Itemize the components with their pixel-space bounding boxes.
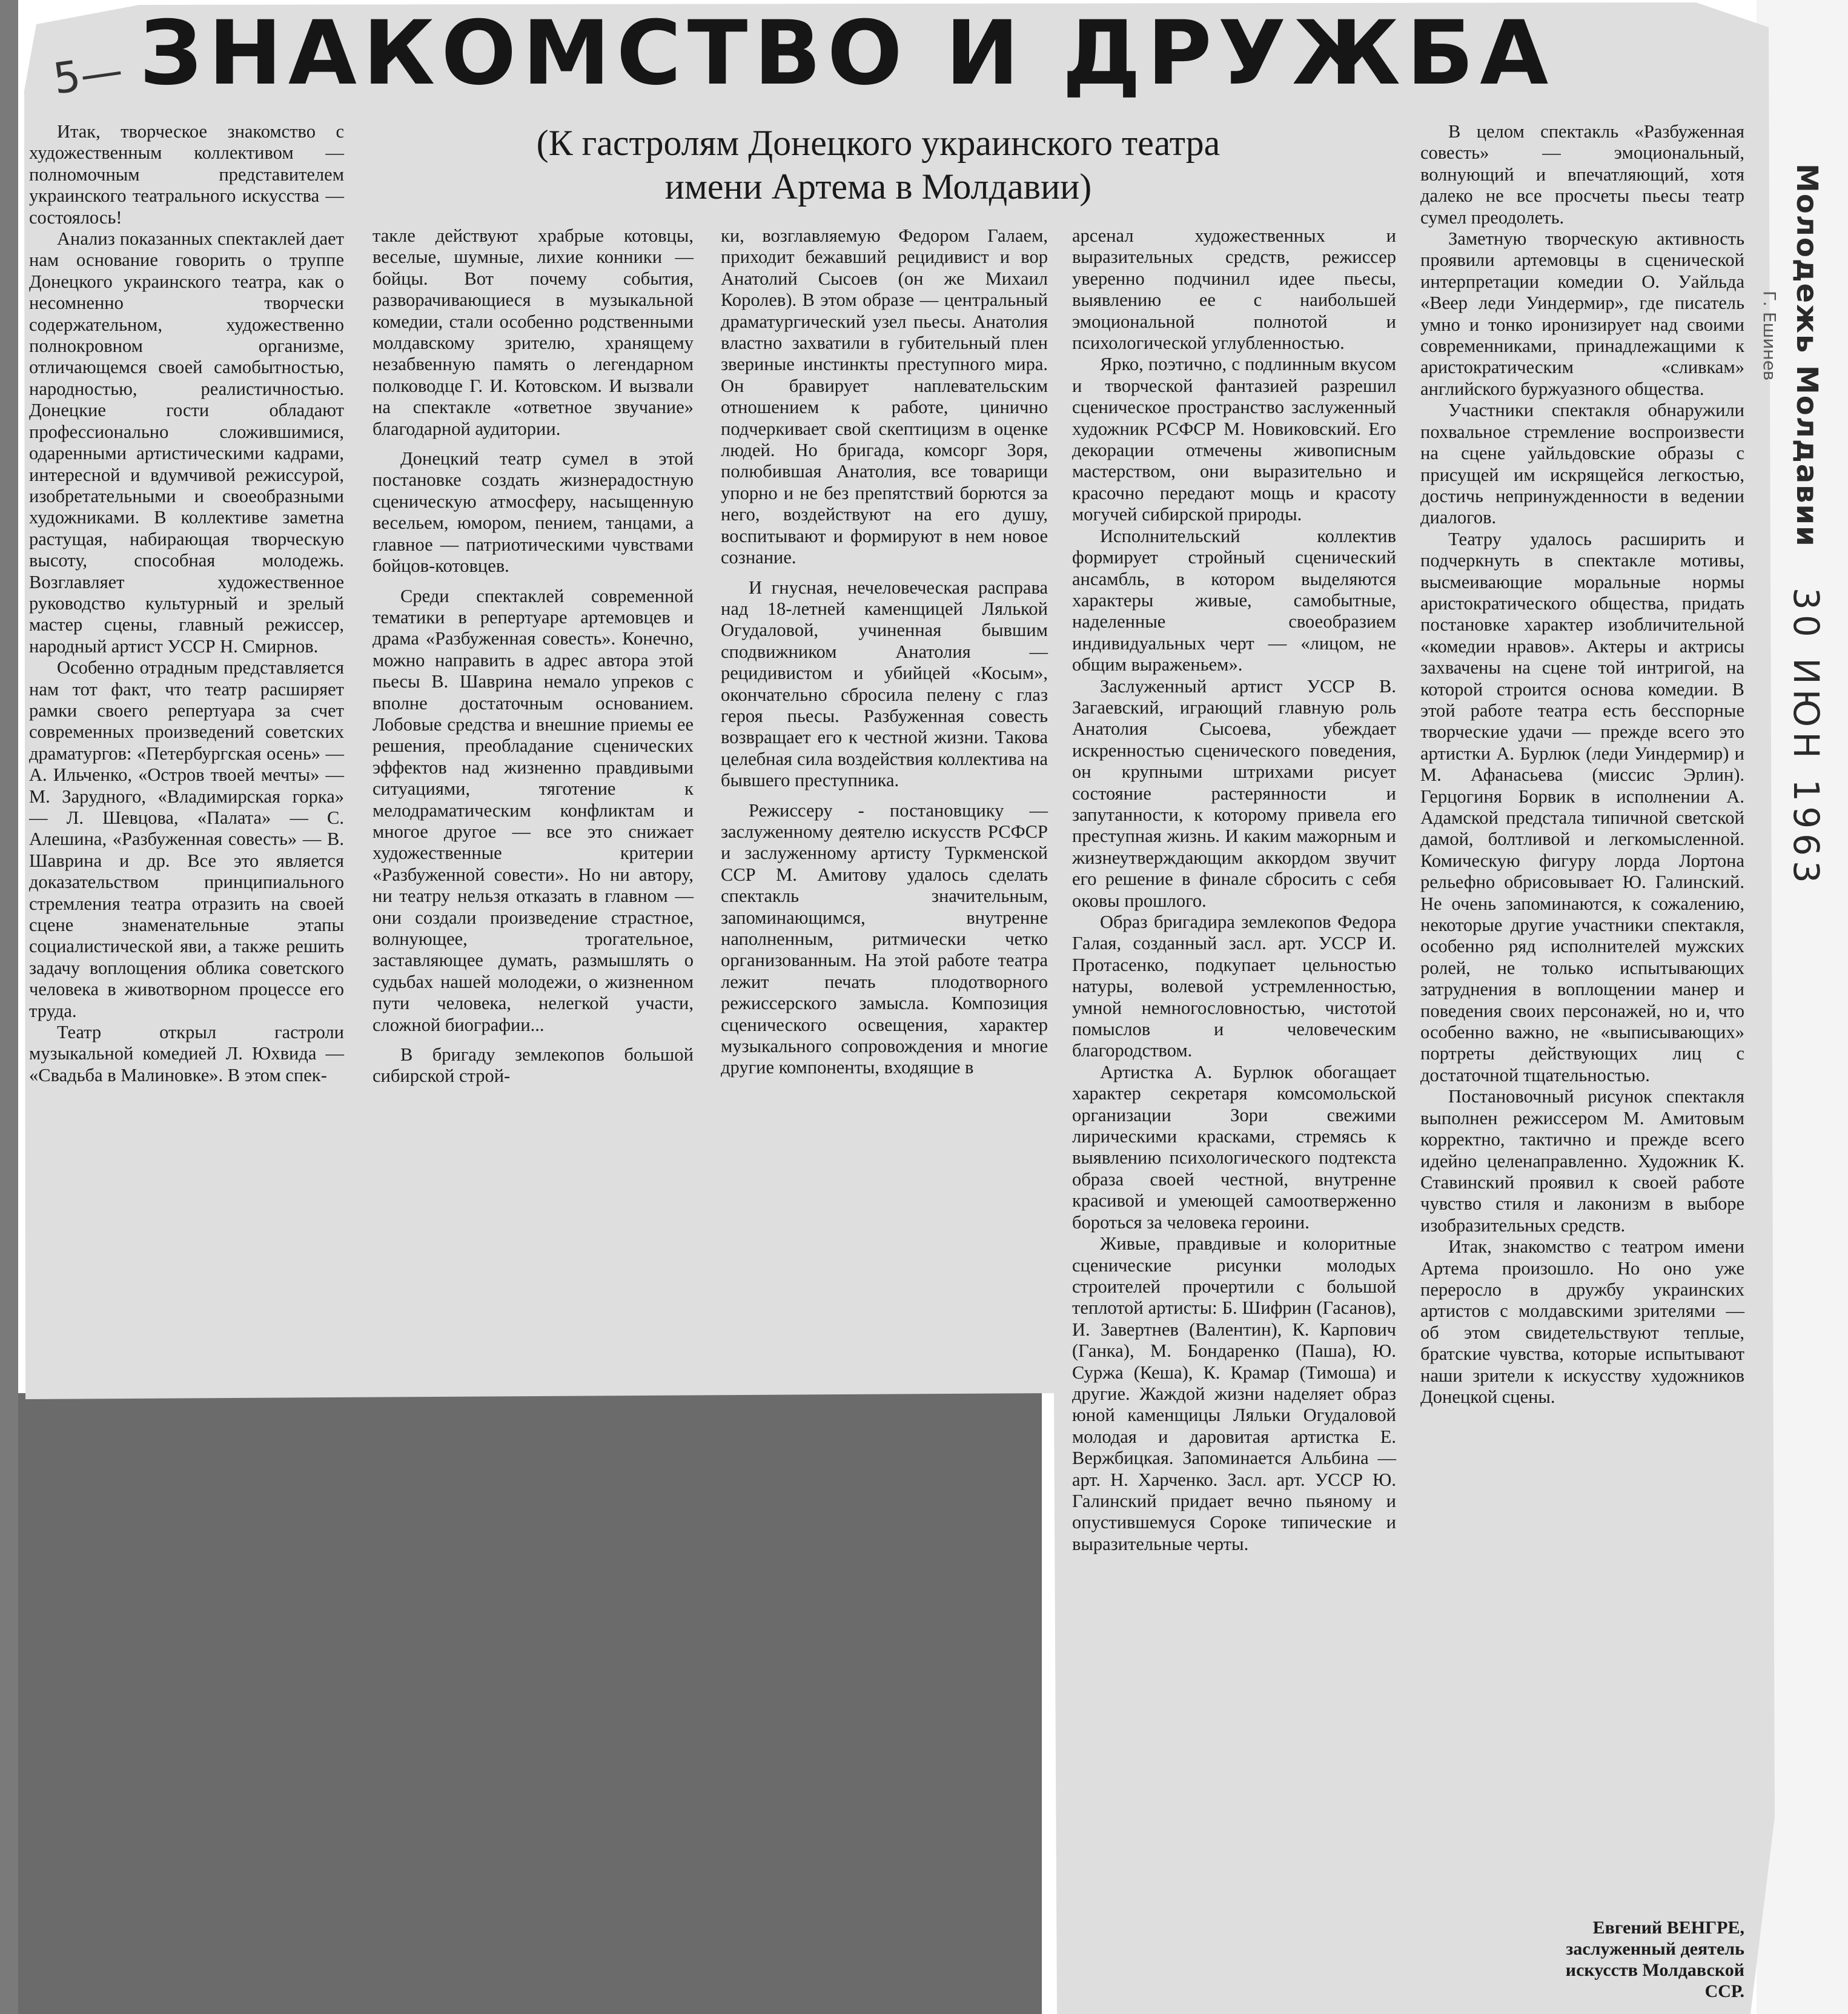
- paragraph: арсенал художественных и выразительных средств, режиссер уверенно подчинил идее пьесы, выявлению ее с наибольшей эмоциональной полнотой и психологической углубленностью.: [1072, 225, 1396, 354]
- pencil-mark: 5—: [50, 45, 126, 104]
- paragraph: И гнусная, нечеловеческая расправа над 18-летней каменщицей Лялькой Огудаловой, учиненная бывшим сподвижником Анатолия — рецидивистом и убийцей «Косым», окончательно сбросила пелену с глаз героя пьесы. Разбуженная совесть возвращает его к честной жизни. Такова целебная сила воздействия коллектива на бывшего преступника.: [721, 577, 1048, 791]
- author-name: Евгений ВЕНГРЕ,: [1592, 1918, 1744, 1938]
- subtitle-line-1: (К гастролям Донецкого украинского театра: [536, 123, 1220, 163]
- paragraph: В бригаду землекопов большой сибирской строй-: [373, 1044, 694, 1087]
- author-title-line: заслуженный деятель: [1566, 1939, 1744, 1959]
- source-stamp: Молодежь Молдавии: [1790, 164, 1824, 548]
- article-column-3: [721, 225, 1048, 1079]
- handwritten-note: Г. Ешинев: [1760, 291, 1780, 381]
- paragraph: Заслуженный артист УССР В. Загаевский, играющий главную роль Анатолия Сысоева, убеждает искренностью сценического поведения, он крупными штрихами рисует состояние растерянности и запутанности, к которому привела его преступная жизнь. И каким мажорным и жизнеутверждающим аккордом звучит его решение в финале сбросить с себя оковы прошлого.: [1072, 675, 1396, 911]
- paragraph: В целом спектакль «Разбуженная совесть» — эмоциональный, волнующий и впечатляющий, хотя далеко не все просчеты пьесы театр сумел преодолеть.: [1420, 121, 1744, 228]
- paragraph: Артистка А. Бурлюк обогащает характер секретаря комсомольской организации Зори свежими лирическими красками, стремясь к выявлению психологического подтекста образа своей честной, внутренне красивой и умеющей самоотверженно бороться за человека героини.: [1072, 1061, 1396, 1233]
- paragraph: Образ бригадира землекопов Федора Галая, созданный засл. арт. УССР И. Протасенко, подкупает цельностью натуры, волевой устремленностью, умной немногословностью, чистотой помыслов и человеческим благородством.: [1072, 912, 1396, 1061]
- paragraph: Постановочный рисунок спектакля выполнен режиссером М. Амитовым корректно, тактично и прежде всего идейно целенаправленно. Художник К. Ставинский проявил к своей работе чувство стиля и лаконизм в выборе изобразительных средств.: [1420, 1086, 1744, 1236]
- paragraph: ки, возглавляемую Федором Галаем, приходит бежавший рецидивист и вор Анатолий Сысоев (он же Михаил Королев). В этом образе — центральный драматургический узел пьесы. Анатолия властно захватили в губительный плен звериные инстинкты преступного мира. Он бравирует наплевательским отношением к работе, цинично подчеркивает свой скептицизм в оценке людей. Но бригада, комсорг Зоря, полюбившая Анатолия, все товарищи упорно и не без препятствий борются за него, воздействуют на его душу, воспитывают и формируют в нем новое сознание.: [721, 225, 1048, 568]
- article-column-4: [1072, 225, 1396, 1555]
- paragraph: Итак, знакомство с театром имени Артема произошло. Но оно уже переросло в дружбу украинских артистов с молдавскими зрителями — об этом свидетельствуют теплые, братские чувства, которые испытывают наши зрители к искусству художников Донецкой сцены.: [1420, 1236, 1744, 1407]
- backing-board-edge: [0, 0, 18, 2014]
- author-signature: [1466, 1917, 1744, 2002]
- paragraph: Театру удалось расширить и подчеркнуть в спектакле мотивы, высмеивающие моральные нормы аристократического общества, придать постановке характер изобличительной «комедии нравов». Актеры и актрисы захвачены на сцене той интригой, на которой строится основа комедии. В этой работе театра есть бесспорные творческие удачи — прежде всего это артистки А. Бурлюк (леди Уиндермир) и М. Афанасьева (миссис Эрлин). Герцогиня Борвик в исполнении А. Адамской предстала типичной светской дамой, болтливой и легкомысленной. Комическую фигуру лорда Лортона рельефно обрисовывает Ю. Галинский. Не очень запоминаются, к сожалению, некоторые другие участники спектакля, особенно ряд исполнителей мужских ролей, не только испытывающих затруднения в воплощении манер и поведения своих персонажей, но и, что особенно важно, не «выписывающих» портреты действующих лиц с достаточной тщательностью.: [1420, 528, 1744, 1085]
- subtitle-line-2: имени Артема в Молдавии): [664, 167, 1092, 207]
- article-column-1: [29, 121, 344, 1086]
- paragraph: Режиссеру - постановщику — заслуженному деятелю искусств РСФСР и заслуженному артисту Туркменской ССР М. Амитову удалось сделать спектакль значительным, запоминающимся, внутренне наполненным, ритмически четко организованным. На этой работе театра лежит печать плодотворного режиссерского замысла. Композиция сценического освещения, характер музыкального сопровождения и многие другие компоненты, входящие в: [721, 800, 1048, 1078]
- article-column-2: [373, 225, 694, 1087]
- backing-board: [0, 1393, 1042, 2014]
- paragraph: Театр открыл гастроли музыкальной комедией Л. Юхвида — «Свадьба в Малиновке». В этом спек-: [29, 1022, 344, 1085]
- paragraph: Исполнительский коллектив формирует стройный сценический ансамбль, в котором выделяются характеры живые, самобытные, наделенные своеобразием индивидуальных черт — «лицом, не общим выраженьем».: [1072, 525, 1396, 675]
- paragraph: Итак, творческое знакомство с художественным коллективом — полномочным представителем украинского театрального искусства — состоялось!: [29, 121, 344, 228]
- paragraph: Заметную творческую активность проявили артемовцы в сценической интерпретации комедии О. Уайльда «Веер леди Уиндермир», где писатель умно и тонко иронизирует над своими современниками, принадлежащими к аристократическим «сливкам» английского буржуазного общества.: [1420, 228, 1744, 399]
- paragraph: такле действуют храбрые котовцы, веселые, шумные, лихие конники — бойцы. Вот почему события, разворачивающиеся в музыкальной комедии, стали особенно родственными молдавскому зрителю, хранящему незабвенную память о легендарном полководце Г. И. Котовском. И вызвали на спектакле «ответное звучание» благодарной аудитории.: [373, 225, 694, 439]
- author-title-line: искусств Молдавской: [1565, 1960, 1744, 1980]
- paragraph: Ярко, поэтично, с подлинным вкусом и творческой фантазией разрешил сценическое пространство заслуженный художник РСФСР М. Новиковский. Его декорации отмечены живописным мастерством, они выразительно и красочно передают мощь и красоту могучей сибирской природы.: [1072, 354, 1396, 525]
- paragraph: Особенно отрадным представляется нам тот факт, что театр расширяет рамки своего репертуара за счет современных произведений советских драматургов: «Петербургская осень» — А. Ильченко, «Остров твоей мечты» — М. Зарудного, «Владимирская горка» — Л. Шевцова, «Палата» — С. Алешина, «Разбуженная совесть» — В. Шаврина и др. Все это является доказательством принципиального стремления театра отразить на своей сцене знаменательные этапы социалистической яви, а также решить задачу воплощения облика советского человека в животворном процессе его труда.: [29, 657, 344, 1021]
- headline: ЗНАКОМСТВО И ДРУЖБА: [139, 2, 1555, 105]
- paragraph: Живые, правдивые и колоритные сценические рисунки молодых строителей прочертили с большой теплотой артисты: Б. Шифрин (Гасанов), И. Завертнев (Валентин), К. Карпович (Ганка), М. Бондаренко (Паша), Ю. Суржа (Кеша), К. Крамар (Тимоша) и другие. Жаждой жизни наделяет образ юной каменщицы Ляльки Огудаловой молодая и даровитая артистка Е. Вержбицкая. Запоминается Альбина — арт. Н. Харченко. Засл. арт. УССР Ю. Галинский придает вечно пьяному и опустившемуся Сороке типические и выразительные черты.: [1072, 1233, 1396, 1554]
- subtitle: [363, 121, 1393, 208]
- date-stamp: 30 ИЮН 1963: [1786, 588, 1827, 888]
- paragraph: Анализ показанных спектаклей дает нам основание говорить о труппе Донецкого украинского театра, как о несомненно творчески содержательном, художественно полнокровном организме, отличающемся своей самобытностью, народностью, реалистичностью. Донецкие гости обладают профессионально сложившимися, одаренными артистическими кадрами, интересной и вдумчивой режиссурой, изобретательными и своеобразными художниками. В коллективе заметна растущая, набирающая творческую высоту, способная молодежь. Возглавляет художественное руководство культурный и зрелый мастер сцены, главный режиссер, народный артист УССР Н. Смирнов.: [29, 228, 344, 657]
- paragraph: Донецкий театр сумел в этой постановке создать жизнерадостную сценическую атмосферу, насыщенную весельем, юмором, пением, танцами, а главное — патриотическими чувствами бойцов-котовцев.: [373, 448, 694, 577]
- paragraph: Среди спектаклей современной тематики в репертуаре артемовцев и драма «Разбуженная совесть». Конечно, можно направить в адрес автора этой пьесы В. Шаврина немало упреков с вполне достаточным основанием. Лобовые средства и внешние приемы ее решения, преобладание сценических эффектов над жизненно правдивыми ситуациями, тяготение к мелодраматическим конфликтам и многое другое — все это снижает художественные критерии «Разбуженной совести». Но ни автору, ни театру нельзя отказать в главном — они создали произведение страстное, волнующее, трогательное, заставляющее думать, размышлять о судьбах нашей молодежи, о жизненном пути человека, нелегкой участи, сложной биографии...: [373, 585, 694, 1035]
- paragraph: Участники спектакля обнаружили похвальное стремление воспроизвести на сцене уайльдовские образы с присущей им искрящейся легкостью, достичь непринужденности в ведении диалогов.: [1420, 400, 1744, 528]
- article-column-5: [1420, 121, 1744, 1408]
- author-title-line: ССР.: [1704, 1981, 1744, 2001]
